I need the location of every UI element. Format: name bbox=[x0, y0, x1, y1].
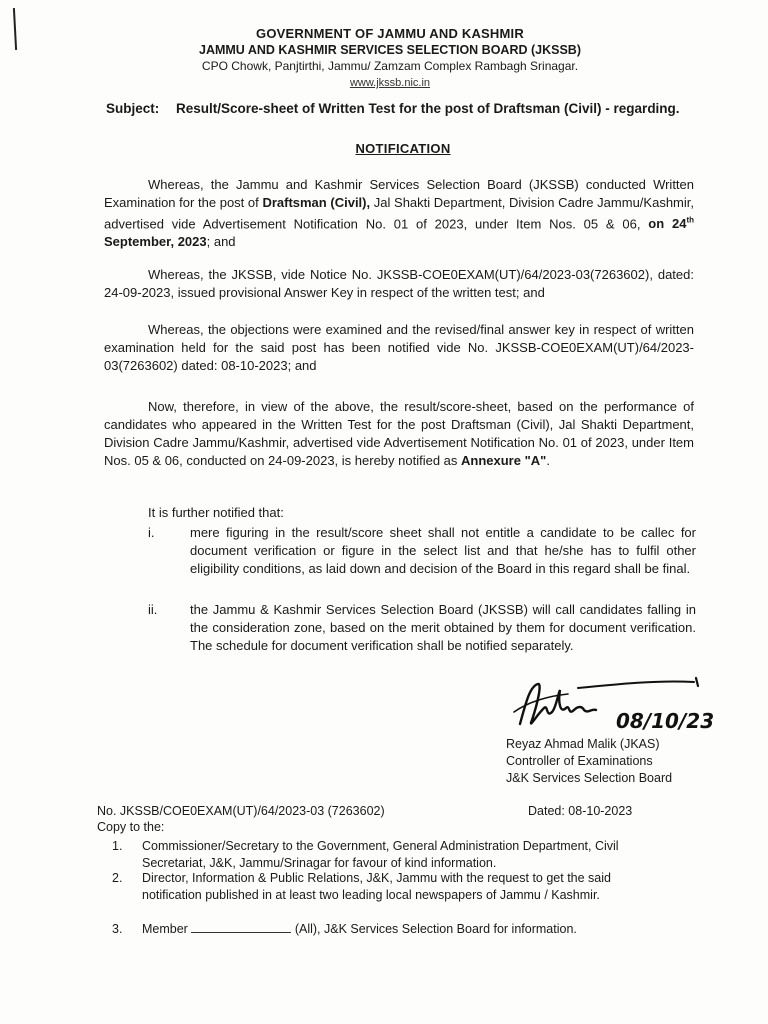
copy-item bbox=[112, 870, 672, 904]
signature-drawing bbox=[508, 672, 718, 742]
copy-item-member: Member bbox=[142, 922, 188, 936]
notification-heading bbox=[0, 140, 768, 158]
list-item bbox=[148, 524, 696, 578]
list-item bbox=[148, 601, 696, 655]
board-address: CPO Chowk, Panjtirthi, Jammu/ Zamzam Complex Rambagh Srinagar. bbox=[201, 59, 579, 73]
copy-item bbox=[112, 921, 672, 938]
list-item-text: the Jammu & Kashmir Services Selection Board (JKSSB) will call candidates falling in the consideration zone, based on the merit obtained by them for document verification. The schedule for document verification shall be notified separately. bbox=[190, 602, 696, 653]
signatory-block bbox=[506, 736, 672, 787]
copy-item-number: 2. bbox=[112, 871, 123, 885]
copy-item bbox=[112, 838, 672, 872]
list-item-text: mere figuring in the result/score sheet shall not entitle a candidate to be callec for document verification or figure in the select list and that he/she has to fulfil other eligibility conditions, as laid down and decision of the Board in this regard shall be final. bbox=[190, 525, 696, 576]
paragraph-4 bbox=[104, 398, 694, 470]
list-item-number: ii. bbox=[148, 602, 158, 617]
p1-text-a: Whereas, the Jammu and Kashmir Services Selection Board (JKSSB) conducted Written Examination for the post of bbox=[104, 177, 694, 210]
subject-line bbox=[106, 101, 706, 116]
handwritten-signature bbox=[508, 672, 718, 742]
copy-item-number: 1. bbox=[112, 839, 123, 853]
paragraph-2: Whereas, the JKSSB, vide Notice No. JKSSB-COE0EXAM(UT)/64/2023-03(7263602), dated: 24-09-2023, issued provisional Answer Key in respect of the written test; and bbox=[104, 267, 694, 300]
p1-text-f: ; and bbox=[206, 234, 236, 250]
reference-number: No. JKSSB/COE0EXAM(UT)/64/2023-03 (7263602) bbox=[97, 804, 385, 818]
p4-text-a: Now, therefore, in view of the above, the result/score-sheet, based on the performance of candidates who appeared in the Written Test for the post Draftsman (Civil), Jal Shakti Department, Division Cadre Jammu/Kashmir, advertised vide Advertisement Notification No. 01 of 2023, under Item Nos. 05 & 06, conducted on 24-09-2023, is hereby notified as bbox=[104, 399, 694, 468]
copy-item-text: Commissioner/Secretary to the Government, General Administration Department, Civil Secretariat, J&K, Jammu/Srinagar for favour of kind information. bbox=[142, 839, 619, 870]
copy-item-text bbox=[142, 921, 672, 938]
paragraph-1 bbox=[104, 176, 694, 251]
letterhead bbox=[160, 26, 620, 89]
p1-date-month: September, 2023 bbox=[104, 234, 207, 250]
p1-date-day: on 24 bbox=[648, 216, 687, 232]
p1-text-c: Jal Shakti Department, Division Cadre Jammu/Kashmir, advertised vide Advertisement Notification No. 01 of 2023, under Item Nos. 05 & 06, bbox=[104, 195, 694, 232]
margin-pen-mark bbox=[13, 8, 17, 50]
paragraph-3: Whereas, the objections were examined and the revised/final answer key in respect of written examination held for the said post has been notified vide No. JKSSB-COE0EXAM(UT)/64/2023-03(7263602) dated: 08-10-2023; and bbox=[104, 322, 694, 373]
board-title: JAMMU AND KASHMIR SERVICES SELECTION BOARD (JKSSB) bbox=[199, 43, 581, 57]
notification-title: NOTIFICATION bbox=[355, 141, 451, 156]
signatory-name: Reyaz Ahmad Malik (JKAS) bbox=[506, 737, 660, 751]
copy-item-text: Director, Information & Public Relations, J&K, Jammu with the request to get the said notification published in at least two leading local newspapers of Jammu / Kashmir. bbox=[142, 871, 611, 902]
reference-date: Dated: 08-10-2023 bbox=[528, 804, 633, 818]
p1-post-name: Draftsman (Civil), bbox=[262, 195, 371, 210]
govt-title: GOVERNMENT OF JAMMU AND KASHMIR bbox=[256, 26, 524, 41]
copy-item-number: 3. bbox=[112, 922, 123, 936]
website-link[interactable]: www.jkssb.nic.in bbox=[349, 77, 431, 89]
blank-line bbox=[191, 921, 291, 933]
subject-label: Subject: bbox=[106, 101, 160, 116]
p1-date-suffix: th bbox=[686, 216, 694, 225]
copy-to-label: Copy to the: bbox=[97, 820, 165, 834]
copy-item-member-rest: (All), J&K Services Selection Board for information. bbox=[294, 922, 577, 936]
signatory-organization: J&K Services Selection Board bbox=[506, 771, 673, 785]
signature-date: 08/10/23 bbox=[616, 709, 715, 733]
p4-annexure: Annexure "A" bbox=[461, 453, 547, 468]
further-notified-intro: It is further notified that: bbox=[148, 505, 284, 520]
list-item-number: i. bbox=[148, 525, 155, 540]
p4-text-c: . bbox=[546, 453, 550, 468]
subject-text: Result/Score-sheet of Written Test for the post of Draftsman (Civil) - regarding. bbox=[176, 101, 680, 116]
signatory-designation: Controller of Examinations bbox=[506, 754, 653, 768]
